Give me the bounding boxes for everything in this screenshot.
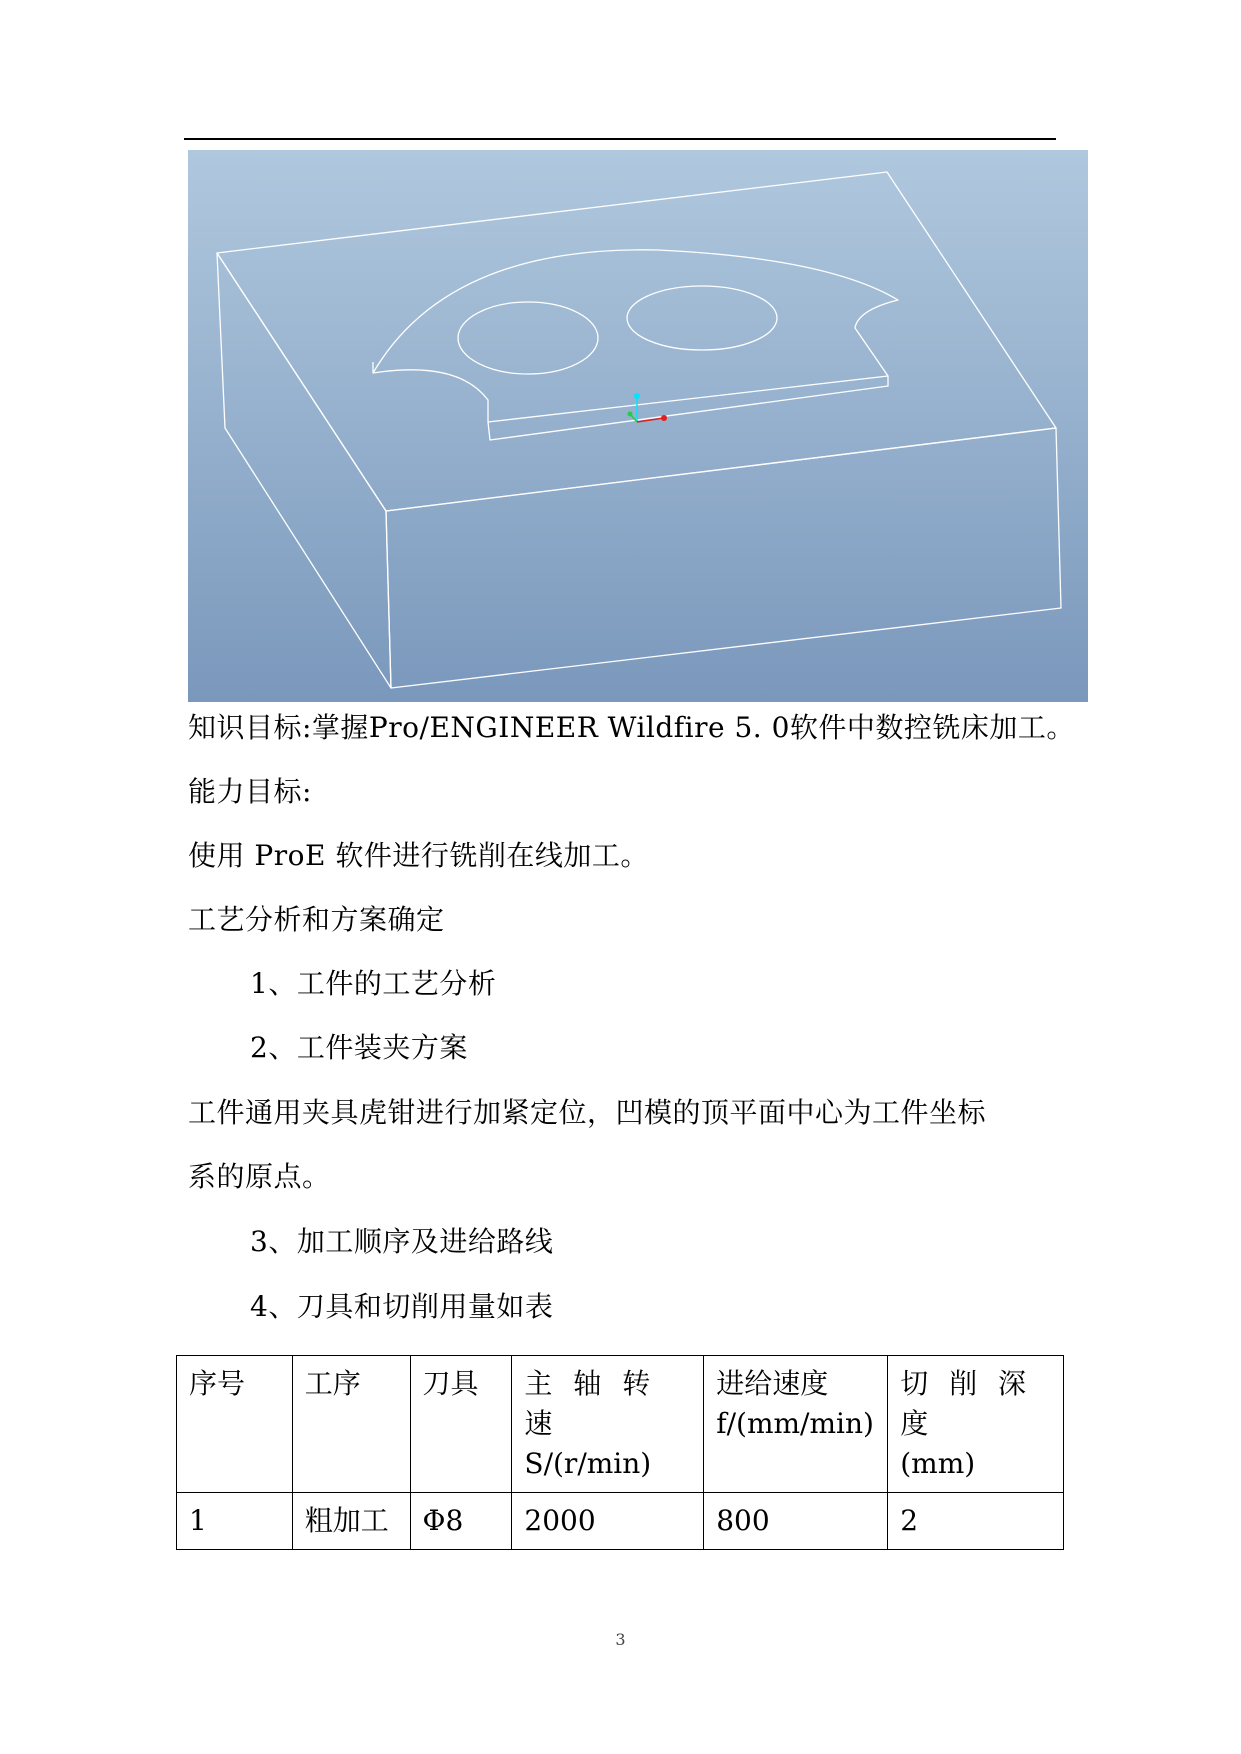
table-row bbox=[177, 1493, 1064, 1550]
ability-goal-heading: 能力目标: bbox=[188, 775, 312, 808]
cell-process: 粗加工 bbox=[292, 1493, 410, 1550]
header-cell-process: 工序 bbox=[292, 1356, 410, 1493]
header-cell-spindle-speed: 主 轴 转 速 S/(r/min) bbox=[512, 1356, 704, 1493]
knowledge-goal-text: 知识目标:掌握Pro/ENGINEER Wildfire 5. 0软件中数控铣床加工。 bbox=[188, 711, 1075, 744]
header-cell-index: 序号 bbox=[177, 1356, 293, 1493]
header-cell-feed-rate: 进给速度 f/(mm/min) bbox=[704, 1356, 888, 1493]
cell-spindle-speed: 2000 bbox=[512, 1493, 704, 1550]
cell-cutting-depth: 2 bbox=[888, 1493, 1064, 1550]
header-cell-tool: 刀具 bbox=[410, 1356, 512, 1493]
list-item-machining-sequence: 3、加工顺序及进给路线 bbox=[250, 1225, 554, 1258]
cell-tool: Φ8 bbox=[410, 1493, 512, 1550]
clamping-description-line2: 系的原点。 bbox=[188, 1160, 331, 1193]
table-header-row bbox=[177, 1356, 1064, 1493]
cell-feed-rate: 800 bbox=[704, 1493, 888, 1550]
header-rule bbox=[184, 138, 1056, 140]
list-item-process-analysis: 1、工件的工艺分析 bbox=[250, 967, 497, 1000]
page-number: 3 bbox=[615, 1630, 626, 1649]
ability-goal-text: 使用 ProE 软件进行铣削在线加工。 bbox=[188, 839, 649, 872]
viewport-background bbox=[188, 150, 1088, 702]
cad-model-figure bbox=[188, 150, 1088, 702]
list-item-tools-and-cutting: 4、刀具和切削用量如表 bbox=[250, 1290, 554, 1323]
cell-index: 1 bbox=[177, 1493, 293, 1550]
clamping-description-line1: 工件通用夹具虎钳进行加紧定位，凹模的顶平面中心为工件坐标 bbox=[188, 1096, 987, 1129]
list-item-clamping-plan: 2、工件装夹方案 bbox=[250, 1031, 468, 1064]
header-cell-cutting-depth: 切 削 深 度 (mm) bbox=[888, 1356, 1064, 1493]
process-analysis-heading: 工艺分析和方案确定 bbox=[188, 903, 445, 936]
cutting-parameters-table bbox=[176, 1355, 1064, 1550]
